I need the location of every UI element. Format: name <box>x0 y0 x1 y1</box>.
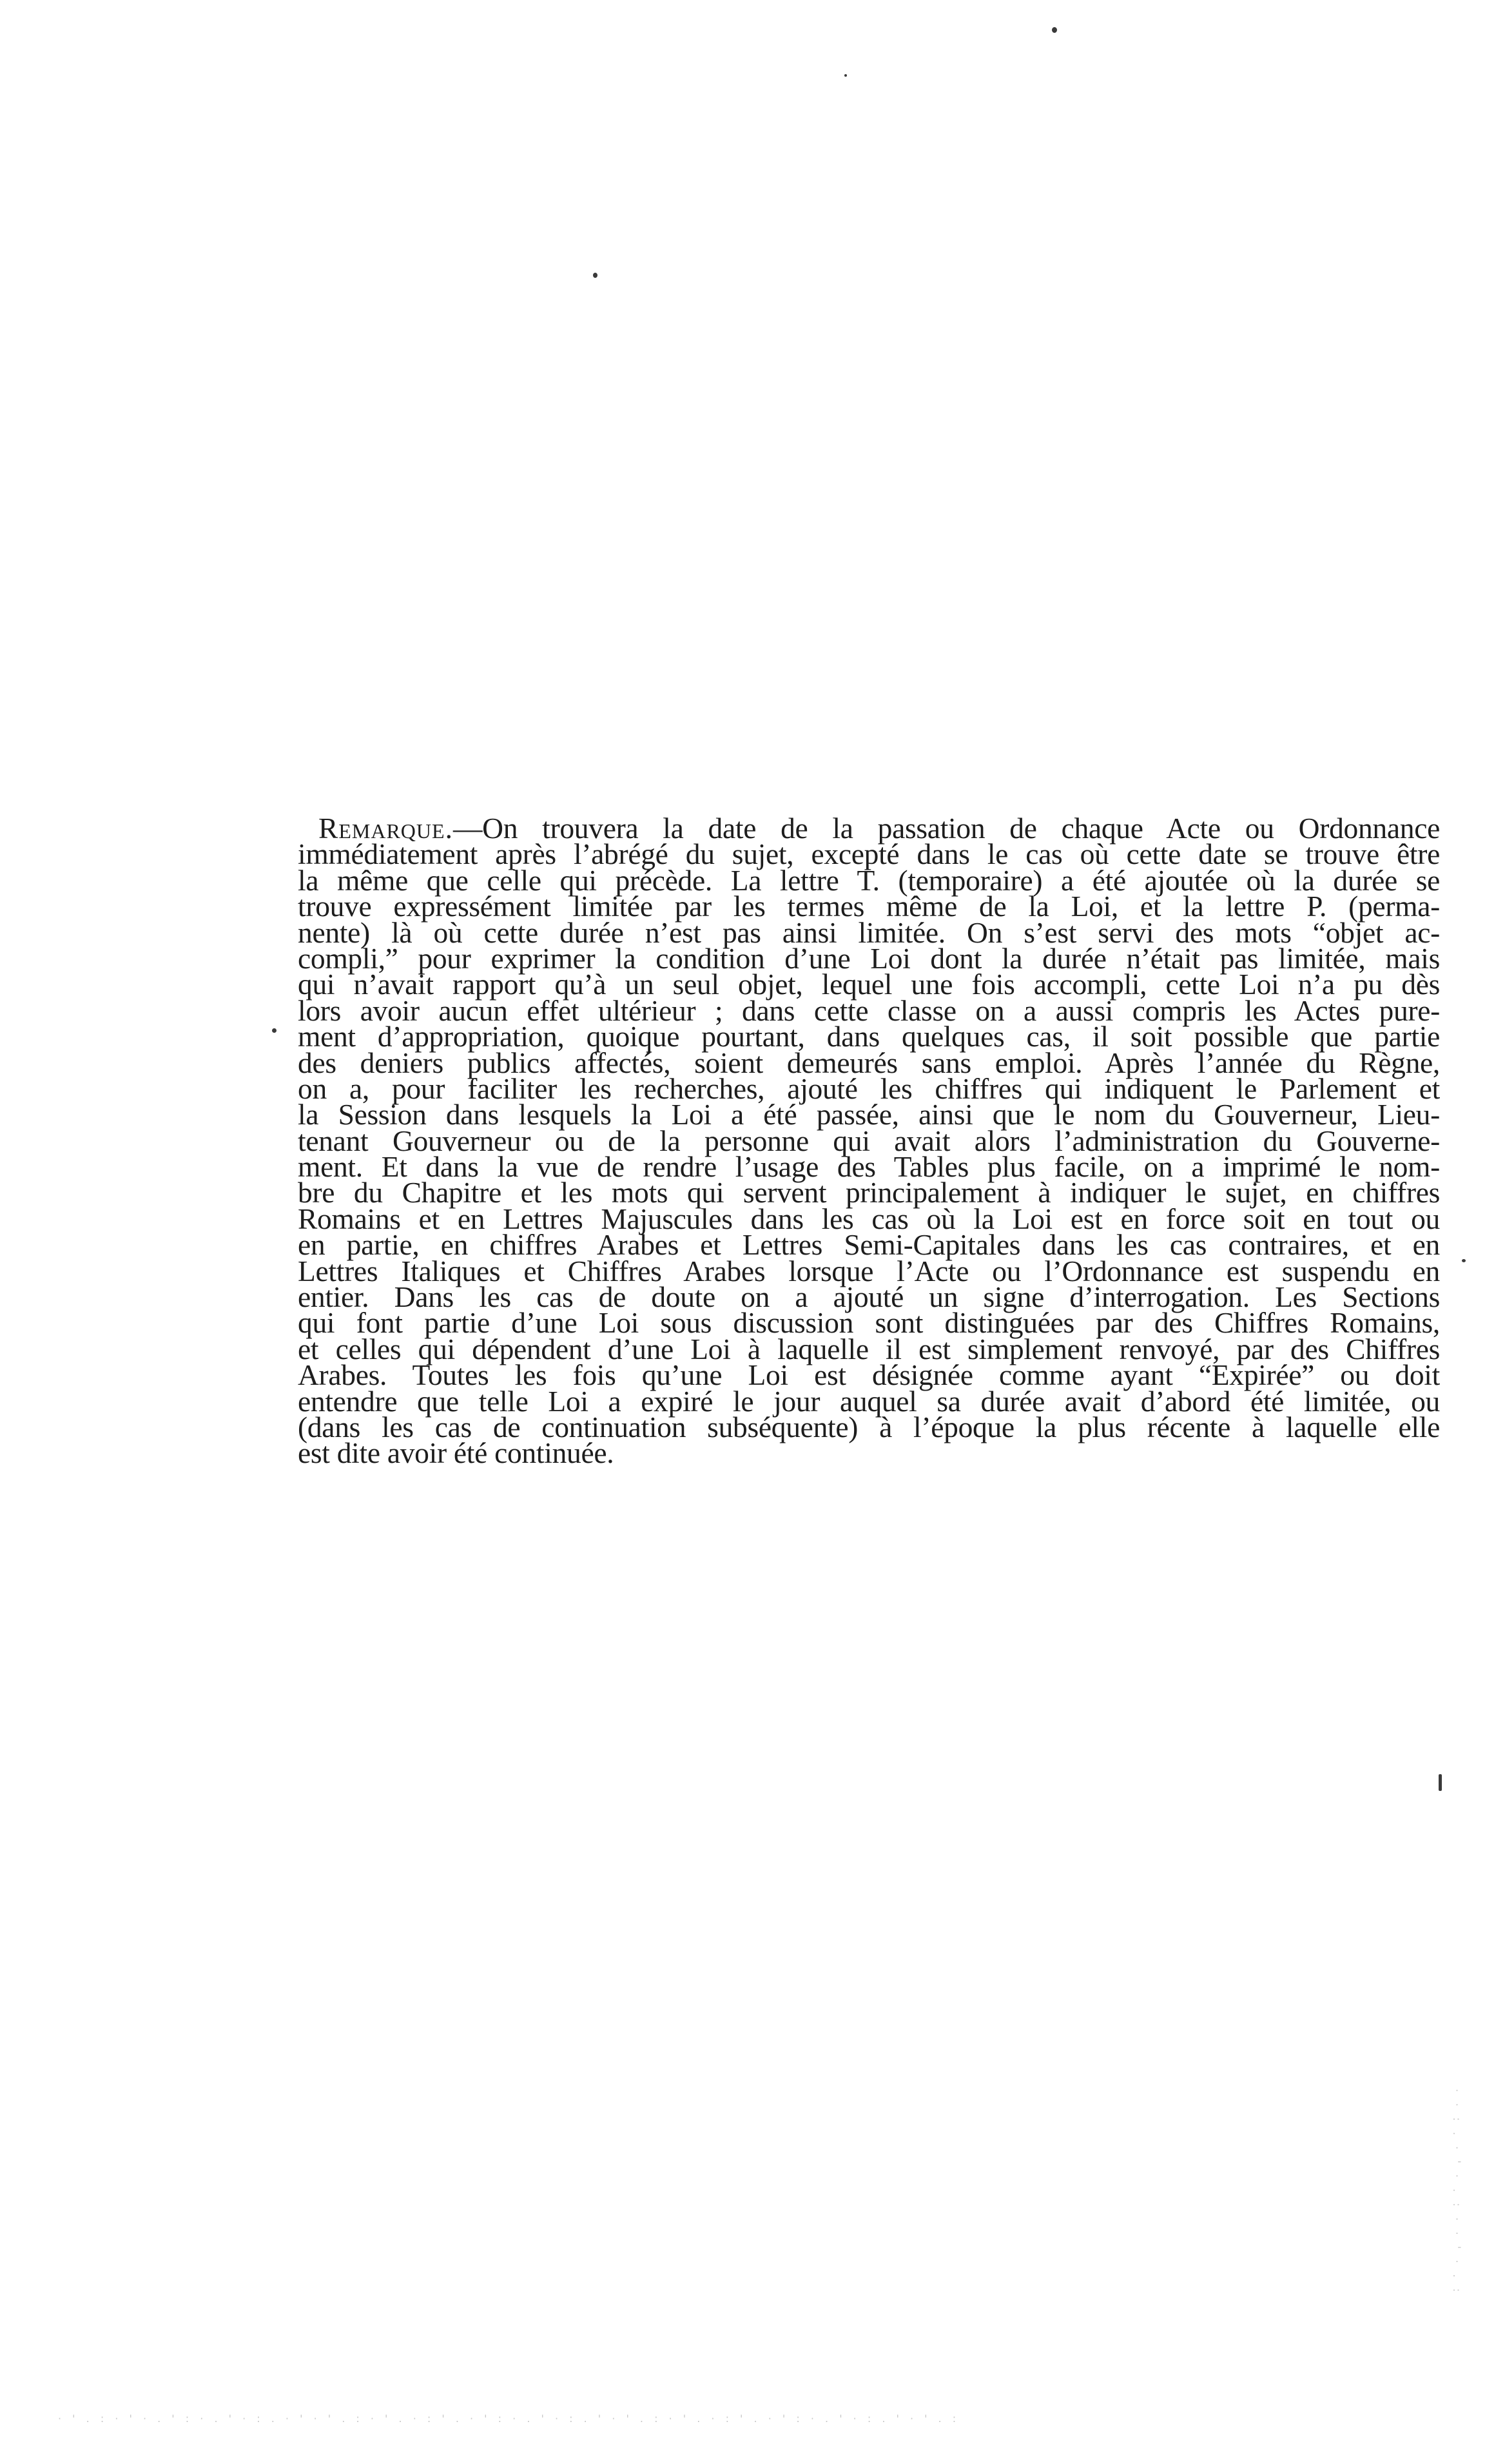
remark-line-10: des deniers publics affectés, soient demeurés sans emploi. Après l’année du Règne, <box>298 1046 1440 1079</box>
remark-line-23: entendre que telle Loi a expiré le jour auquel sa durée avait d’abord été limitée, ou <box>298 1384 1440 1418</box>
remark-line-12: la Session dans lesquels la Loi a été passée, ainsi que le nom du Gouverneur, Lieu- <box>298 1098 1440 1131</box>
remark-paragraph <box>298 812 1440 1470</box>
remark-line-3: la même que celle qui précède. La lettre T. (temporaire) a été ajoutée où la durée se <box>298 863 1440 897</box>
remark-line-18: Lettres Italiques et Chiffres Arabes lorsque l’Acte ou l’Ordonnance est suspendu en <box>298 1254 1440 1287</box>
remark-line-13: tenant Gouverneur ou de la personne qui avait alors l’administration du Gouverne- <box>298 1124 1440 1157</box>
remark-line-9: ment d’appropriation, quoique pourtant, dans quelques cas, il soit possible que partie <box>298 1020 1440 1053</box>
remark-line-8: lors avoir aucun effet ultérieur ; dans cette classe on a aussi compris les Actes pure- <box>298 993 1440 1027</box>
remark-line-11: on a, pour faciliter les recherches, ajouté les chiffres qui indiquent le Parlement et <box>298 1071 1440 1105</box>
remark-line-7: qui n’avait rapport qu’à un seul objet, lequel une fois accompli, cette Loi n’a pu dès <box>298 968 1440 1001</box>
remark-line-17: en partie, en chiffres Arabes et Lettres Semi-Capitales dans les cas contraires, et en <box>298 1228 1440 1262</box>
scan-noise-right: · · : . · ' · . : · · ' · . : <box>1451 2089 1463 2296</box>
remark-line-16: Romains et en Lettres Majuscules dans les cas où la Loi est en force soit en tout ou <box>298 1202 1440 1235</box>
remark-line-6: compli,” pour exprimer la condition d’une Loi dont la durée n’était pas limitée, mais <box>298 941 1440 975</box>
remark-line-14: ment. Et dans la vue de rendre l’usage des Tables plus facile, on a imprimé le nom- <box>298 1150 1440 1184</box>
remark-line-19: entier. Dans les cas de doute on a ajouté un signe d’interrogation. Les Sections <box>298 1280 1440 1314</box>
remark-heading: Remarque. <box>318 812 453 845</box>
remark-line-21: et celles qui dépendent d’une Loi à laquelle il est simplement renvoyé, par des Chiffres <box>298 1332 1440 1365</box>
remark-line-25: est dite avoir été continuée. <box>298 1436 614 1470</box>
remark-line-4: trouve expressément limitée par les termes même de la Loi, et la lettre P. (perma- <box>298 890 1440 923</box>
ink-speck <box>1439 1774 1442 1791</box>
ink-speck <box>1462 1259 1466 1262</box>
scan-noise-bottom: · ' . : · ' · . ' : · . ' · : . · ' · ' . : · ' . · : ' . · ' : · . ' · : . ' · ' . : · ' . · : ' . · ' : · . ' · : . ' · ' . : <box>58 2412 960 2425</box>
ink-speck <box>844 74 847 77</box>
ink-speck <box>593 273 597 278</box>
remark-line-22: Arabes. Toutes les fois qu’une Loi est désignée comme ayant “Expirée” ou doit <box>298 1358 1440 1392</box>
remark-line-1: Remarque.—On trouvera la date de la passation de chaque Acte ou Ordonnance <box>318 812 1440 845</box>
remark-line-20: qui font partie d’une Loi sous discussion sont distinguées par des Chiffres Romains, <box>298 1306 1440 1340</box>
remark-line-5: nente) là où cette durée n’est pas ainsi limitée. On s’est servi des mots “objet ac- <box>298 915 1440 949</box>
remark-line-15: bre du Chapitre et les mots qui servent principalement à indiquer le sujet, en chiffres <box>298 1176 1440 1209</box>
remark-line-2: immédiatement après l’abrégé du sujet, excepté dans le cas où cette date se trouve être <box>298 837 1440 871</box>
ink-speck <box>272 1028 277 1033</box>
remark-line-24: (dans les cas de continuation subséquente) à l’époque la plus récente à laquelle elle <box>298 1410 1440 1443</box>
ink-speck <box>1052 27 1057 33</box>
